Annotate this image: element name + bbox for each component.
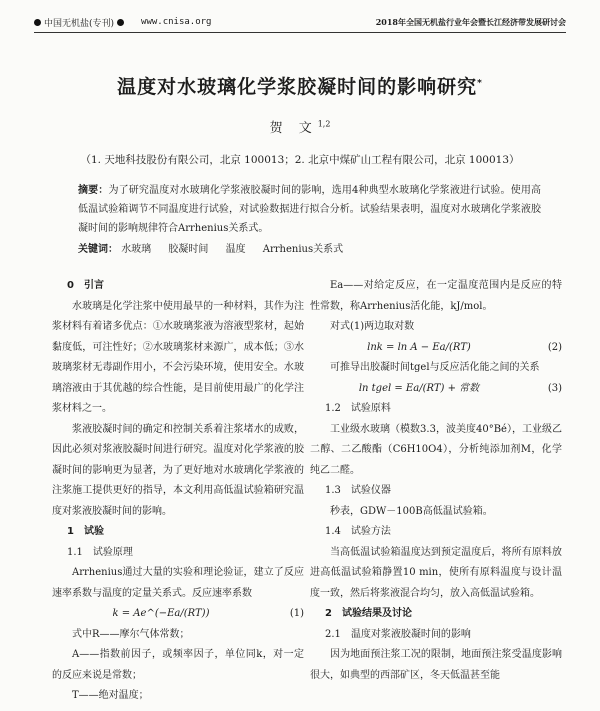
paragraph: 浆液胶凝时间的确定和控制关系着注浆堵水的成败，因此必须对浆液胶凝时间进行研究。温度对化学浆液的胶凝时间的影响更为显著，为了更好地对水玻璃化学浆液的注浆施工提供更好的指导，本文利用高低温试验箱研究温度对浆液胶凝时间的影响。	[52, 423, 304, 517]
subsection-heading: 2.1 温度对浆液胶凝时间的影响	[325, 628, 471, 640]
subsection-heading: 1.1 试验原理	[67, 546, 133, 558]
conference-name: 2018年全国无机盐行业年会暨长江经济带发展研讨会	[375, 16, 566, 27]
title-footnote-mark: *	[477, 78, 483, 89]
paragraph: T——绝对温度；	[72, 690, 149, 701]
paragraph: 秒表，GDW－100B高低温试验箱。	[330, 505, 493, 517]
abstract-text: 为了研究温度对水玻璃化学浆液胶凝时间的影响，选用4种典型水玻璃化学浆液进行试验。使用高低温试验箱调节不同温度进行试验，对试验数据进行拟合分析。试验结果表明，温度对水玻璃化学浆液胶凝时间的影响规律符合Arrhenius关系式。	[78, 185, 541, 234]
running-header	[34, 12, 566, 33]
author-line	[0, 117, 600, 136]
equation: lnk = ln A − Ea/(RT) (2)	[310, 338, 562, 359]
keyword: Arrhenius关系式	[262, 244, 344, 255]
paragraph: 工业级水玻璃（模数3.3，波美度40°Bé），工业级乙二醇、二乙酸酯（C6H10O4），分析纯添加剂M，化学纯乙二醛。	[310, 423, 562, 476]
author-name: 贺 文	[269, 121, 318, 136]
subsection-heading: 1.4 试验方法	[325, 526, 391, 537]
subsection-heading: 1.2 试验原料	[325, 403, 391, 414]
equation-number: (2)	[547, 341, 562, 353]
paragraph: A——指数前因子，或频率因子，单位同k，对一定的反应来说是常数；	[52, 649, 304, 681]
subsection-heading: 1.3 试验仪器	[325, 485, 391, 496]
paragraph: 因为地面预注浆工况的限制，地面预注浆受温度影响很大，如典型的西部矿区，冬天低温甚至能	[310, 649, 562, 681]
equation: ln tgel = Ea/(RT) + 常数 (3)	[310, 379, 562, 400]
abstract	[78, 181, 541, 238]
keyword: 温度	[225, 244, 246, 255]
section-heading: 0 引言	[67, 280, 104, 291]
section-heading: 1 试验	[67, 526, 104, 537]
equation-number: (3)	[547, 382, 562, 394]
keywords-label: 关键词：	[78, 244, 118, 255]
paragraph: 当高低温试验箱温度达到预定温度后，将所有原料放进高低温试验箱静置10 min，使所有原料温度与设计温度一致，然后将浆液混合均匀，放入高低温试验箱。	[310, 546, 562, 599]
paragraph: Ea——对给定反应，在一定温度范围内是反应的特性常数，称Arrhenius活化能，kJ/mol。	[310, 280, 562, 312]
paragraph: 水玻璃是化学注浆中使用最早的一种材料，其作为注浆材料有着诸多优点：①水玻璃浆液为溶液型浆材，起始黏度低，可注性好；②水玻璃浆材来源广，成本低；③水玻璃浆材无毒副作用小，不会污染环境，使用安全。水玻璃溶液由于其优越的综合性能，是目前使用最广的化学注浆材料之一。	[52, 300, 304, 414]
keyword: 水玻璃	[121, 244, 152, 255]
section-heading: 2 试验结果及讨论	[325, 608, 412, 619]
paragraph: 可推导出胶凝时间tgel与反应活化能之间的关系	[330, 362, 540, 373]
affiliation: （1. 天地科技股份有限公司，北京 100013；2. 北京中煤矿山工程有限公司，北京 100013）	[80, 154, 520, 166]
abstract-label: 摘要：	[78, 185, 109, 196]
keyword: 胶凝时间	[168, 244, 209, 255]
equation-number: (1)	[289, 608, 304, 619]
right-column	[310, 276, 562, 686]
equation: k = Ae^(−Ea/(RT)) (1)	[52, 604, 304, 625]
keywords	[78, 240, 541, 255]
bullet-icon	[117, 19, 124, 26]
paragraph: Arrhenius通过大量的实验和理论验证，建立了反应速率系数与温度的定量关系式。反应速率系数	[52, 567, 304, 599]
bullet-icon	[34, 19, 41, 26]
paragraph: 对式(1)两边取对数	[330, 321, 415, 332]
left-column	[52, 276, 304, 707]
journal-label: 中国无机盐(专刊)	[44, 18, 115, 29]
author-affil-sup: 1,2	[317, 119, 331, 129]
paragraph: 式中R——摩尔气体常数；	[72, 628, 190, 640]
journal-website: www.cnisa.org	[141, 17, 212, 27]
paper-title: 温度对水玻璃化学浆胶凝时间的影响研究*	[117, 76, 483, 98]
